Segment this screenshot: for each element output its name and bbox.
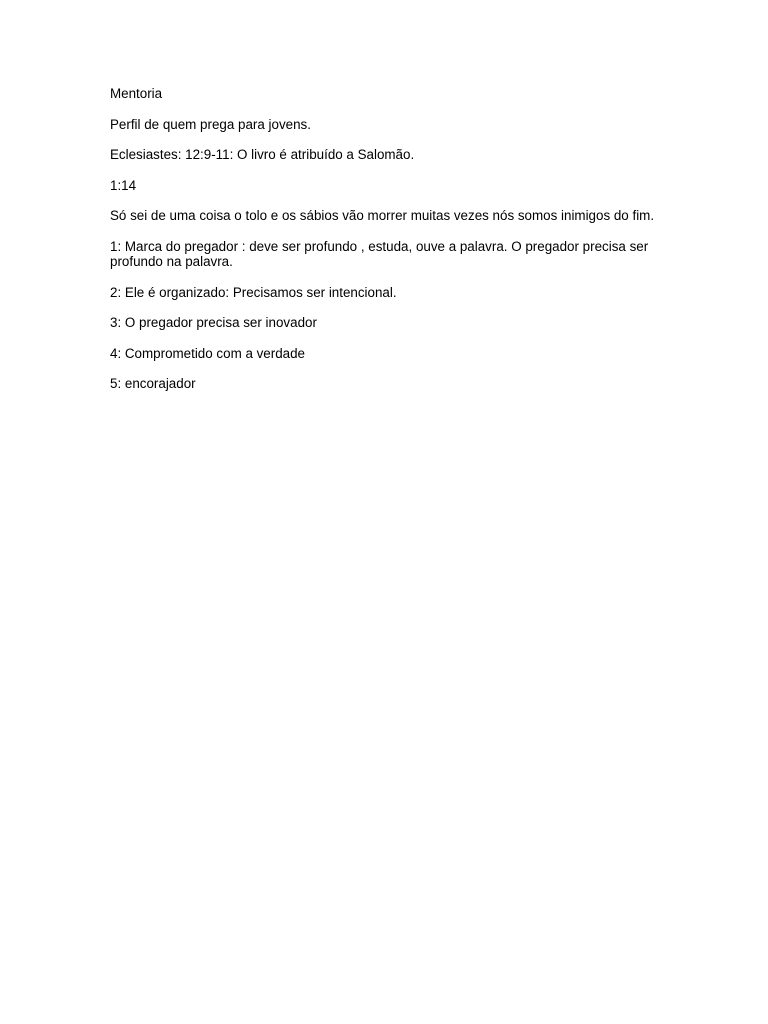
list-item-2: 2: Ele é organizado: Precisamos ser intencional. xyxy=(110,284,397,300)
list-item-5: 5: encorajador xyxy=(110,376,196,391)
list-item-1: 1: Marca do pregador : deve ser profundo , estuda, ouve a palavra. O pregador precisa ser profundo na palavra. xyxy=(110,238,649,269)
paragraph-verse: 1:14 xyxy=(110,177,137,193)
paragraph-subtitle: Perfil de quem prega para jovens. xyxy=(110,116,311,132)
list-item-4: 4: Comprometido com a verdade xyxy=(110,345,306,361)
list-item-3: 3: O pregador precisa ser inovador xyxy=(110,315,317,330)
document-page xyxy=(110,86,670,407)
paragraph-reference: Eclesiastes: 12:9-11: O livro é atribuído a Salomão. xyxy=(110,147,415,162)
document-title: Mentoria xyxy=(110,86,163,101)
paragraph-quote: Só sei de uma coisa o tolo e os sábios vão morrer muitas vezes nós somos inimigos do fim. xyxy=(110,208,655,223)
